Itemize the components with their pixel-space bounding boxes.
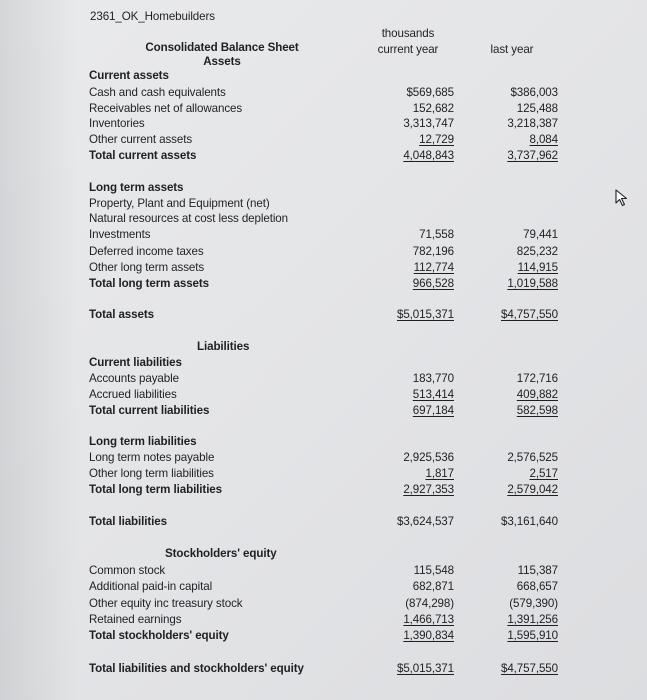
total-liab-equity-last: $4,757,550	[500, 662, 558, 675]
row-label: Receivables net of allowances	[89, 102, 243, 115]
value-current: (874,298)	[405, 597, 454, 610]
row-label: Additional paid-in capital	[89, 580, 213, 593]
value-current: 2,925,536	[403, 451, 454, 464]
col2-header: last year	[490, 43, 534, 56]
value-last: 8,084	[529, 133, 558, 146]
value-last: 409,882	[516, 388, 558, 401]
value-current: 152,682	[412, 102, 454, 115]
value-current: 183,770	[412, 372, 454, 385]
total-liabilities-last: $3,161,640	[500, 515, 558, 528]
row-label: Other long term liabilities	[89, 467, 214, 480]
row-label: Investments	[89, 228, 151, 241]
row-label: Common stock	[89, 564, 166, 577]
value-last: 668,657	[516, 580, 558, 593]
row-label: Long term notes payable	[89, 451, 215, 464]
row-label: Accrued liabilities	[89, 388, 177, 401]
total-label: Total current assets	[89, 149, 197, 162]
value-current: 12,729	[419, 133, 454, 146]
row-label: Accounts payable	[89, 372, 179, 385]
total-liab-equity-label: Total liabilities and stockholders' equity	[89, 662, 304, 675]
col1-unit: thousands	[381, 27, 435, 40]
row-label: Retained earnings	[89, 613, 182, 626]
total-liabilities-current: $3,624,537	[396, 515, 454, 528]
total-last: 1,595,910	[507, 629, 558, 642]
value-current: $569,685	[406, 86, 454, 99]
total-last: 582,598	[516, 404, 558, 417]
total-last: 2,579,042	[507, 483, 558, 496]
row-label: Cash and cash equivalents	[89, 86, 226, 99]
value-last: 125,488	[516, 102, 558, 115]
section-current-assets: Current assets	[89, 69, 169, 82]
value-last: 825,232	[516, 245, 558, 258]
value-current: 3,313,747	[403, 117, 454, 130]
row-label: Other long term assets	[89, 261, 205, 274]
value-last: 2,517	[529, 467, 558, 480]
total-liab-equity-current: $5,015,371	[396, 662, 454, 675]
row-label: Other equity inc treasury stock	[89, 597, 243, 610]
sheet-subtitle: Assets	[203, 55, 241, 68]
value-last: 2,576,525	[507, 451, 558, 464]
row-label: Deferred income taxes	[89, 245, 204, 258]
total-assets-last: $4,757,550	[500, 308, 558, 321]
value-last: 1,391,256	[507, 613, 558, 626]
total-liabilities-label: Total liabilities	[89, 515, 167, 528]
equity-heading: Stockholders' equity	[165, 547, 277, 560]
value-current: 782,196	[412, 245, 454, 258]
section-current-liabilities: Current liabilities	[89, 356, 182, 369]
total-current: 2,927,353	[403, 483, 454, 496]
row-label: Inventories	[89, 117, 145, 130]
total-label: Total long term assets	[89, 277, 209, 290]
total-current: 697,184	[412, 404, 454, 417]
sheet-title: Consolidated Balance Sheet	[145, 41, 299, 54]
value-last: $386,003	[510, 86, 558, 99]
value-last: (579,390)	[509, 597, 558, 610]
liabilities-heading: Liabilities	[197, 340, 250, 353]
value-last: 115,387	[517, 564, 558, 577]
total-label: Total stockholders' equity	[89, 629, 229, 642]
total-last: 1,019,588	[507, 277, 558, 290]
arrow-cursor-icon	[614, 188, 632, 208]
photo-shadow	[0, 0, 78, 700]
total-assets-label: Total assets	[89, 308, 154, 321]
total-label: Total long term liabilities	[89, 483, 223, 496]
value-last: 3,218,387	[507, 117, 558, 130]
value-last: 114,915	[517, 261, 558, 274]
document-title: 2361_OK_Homebuilders	[90, 10, 215, 23]
section-long-term-liabilities: Long term liabilities	[89, 435, 197, 448]
value-last: 172,716	[516, 372, 558, 385]
row-label: Natural resources at cost less depletion	[89, 212, 288, 225]
value-current: 1,466,713	[403, 613, 454, 626]
total-current: 4,048,843	[403, 149, 454, 162]
value-current: 71,558	[419, 228, 454, 241]
row-label: Property, Plant and Equipment (net)	[89, 197, 270, 210]
total-label: Total current liabilities	[89, 404, 210, 417]
section-long-term-assets: Long term assets	[89, 181, 184, 194]
col1-header: current year	[377, 43, 439, 56]
total-current: 1,390,834	[403, 629, 454, 642]
row-label: Other current assets	[89, 133, 193, 146]
value-current: 112,774	[413, 261, 454, 274]
value-last: 79,441	[523, 228, 558, 241]
value-current: 1,817	[425, 467, 454, 480]
total-last: 3,737,962	[507, 149, 558, 162]
value-current: 682,871	[412, 580, 454, 593]
value-current: 513,414	[412, 388, 454, 401]
total-current: 966,528	[412, 277, 454, 290]
value-current: 115,548	[413, 564, 454, 577]
total-assets-current: $5,015,371	[396, 308, 454, 321]
